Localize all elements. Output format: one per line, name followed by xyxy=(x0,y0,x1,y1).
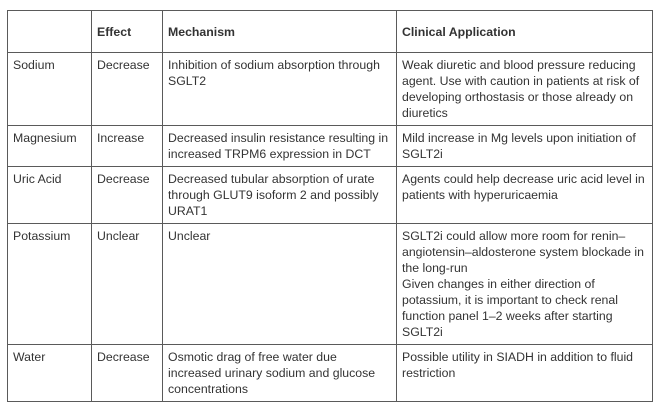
mechanism-cell: Unclear xyxy=(163,224,397,345)
clinical-cell: SGLT2i could allow more room for renin–angiotensin–aldosterone system blockade in the long-run Given changes in either direction of potassium, it is important to check renal function panel 1–2 weeks after starting SGLT2i xyxy=(397,224,653,345)
effect-cell: Increase xyxy=(92,126,163,167)
mechanism-cell: Osmotic drag of free water due increased urinary sodium and glucose concentrations xyxy=(163,345,397,402)
effect-cell: Decrease xyxy=(92,167,163,224)
row-label: Sodium xyxy=(8,53,92,126)
header-mechanism: Mechanism xyxy=(163,11,397,53)
clinical-cell: Possible utility in SIADH in addition to fluid restriction xyxy=(397,345,653,402)
row-label: Uric Acid xyxy=(8,167,92,224)
row-label: Water xyxy=(8,345,92,402)
mechanism-cell: Decreased tubular absorption of urate through GLUT9 isoform 2 and possibly URAT1 xyxy=(163,167,397,224)
clinical-cell: Agents could help decrease uric acid level in patients with hyperuricaemia xyxy=(397,167,653,224)
effect-cell: Decrease xyxy=(92,53,163,126)
table-header-row xyxy=(8,11,653,53)
electrolyte-effects-table xyxy=(7,10,653,402)
table-row xyxy=(8,345,653,402)
row-label: Potassium xyxy=(8,224,92,345)
header-clinical-application: Clinical Application xyxy=(397,11,653,53)
mechanism-cell: Decreased insulin resistance resulting in increased TRPM6 expression in DCT xyxy=(163,126,397,167)
table-row xyxy=(8,126,653,167)
header-blank xyxy=(8,11,92,53)
table-row xyxy=(8,167,653,224)
clinical-cell: Mild increase in Mg levels upon initiation of SGLT2i xyxy=(397,126,653,167)
row-label: Magnesium xyxy=(8,126,92,167)
mechanism-cell: Inhibition of sodium absorption through SGLT2 xyxy=(163,53,397,126)
effect-cell: Unclear xyxy=(92,224,163,345)
clinical-cell: Weak diuretic and blood pressure reducing agent. Use with caution in patients at risk of developing orthostasis or those already on diuretics xyxy=(397,53,653,126)
effect-cell: Decrease xyxy=(92,345,163,402)
table-row xyxy=(8,53,653,126)
header-effect: Effect xyxy=(92,11,163,53)
table-row xyxy=(8,224,653,345)
